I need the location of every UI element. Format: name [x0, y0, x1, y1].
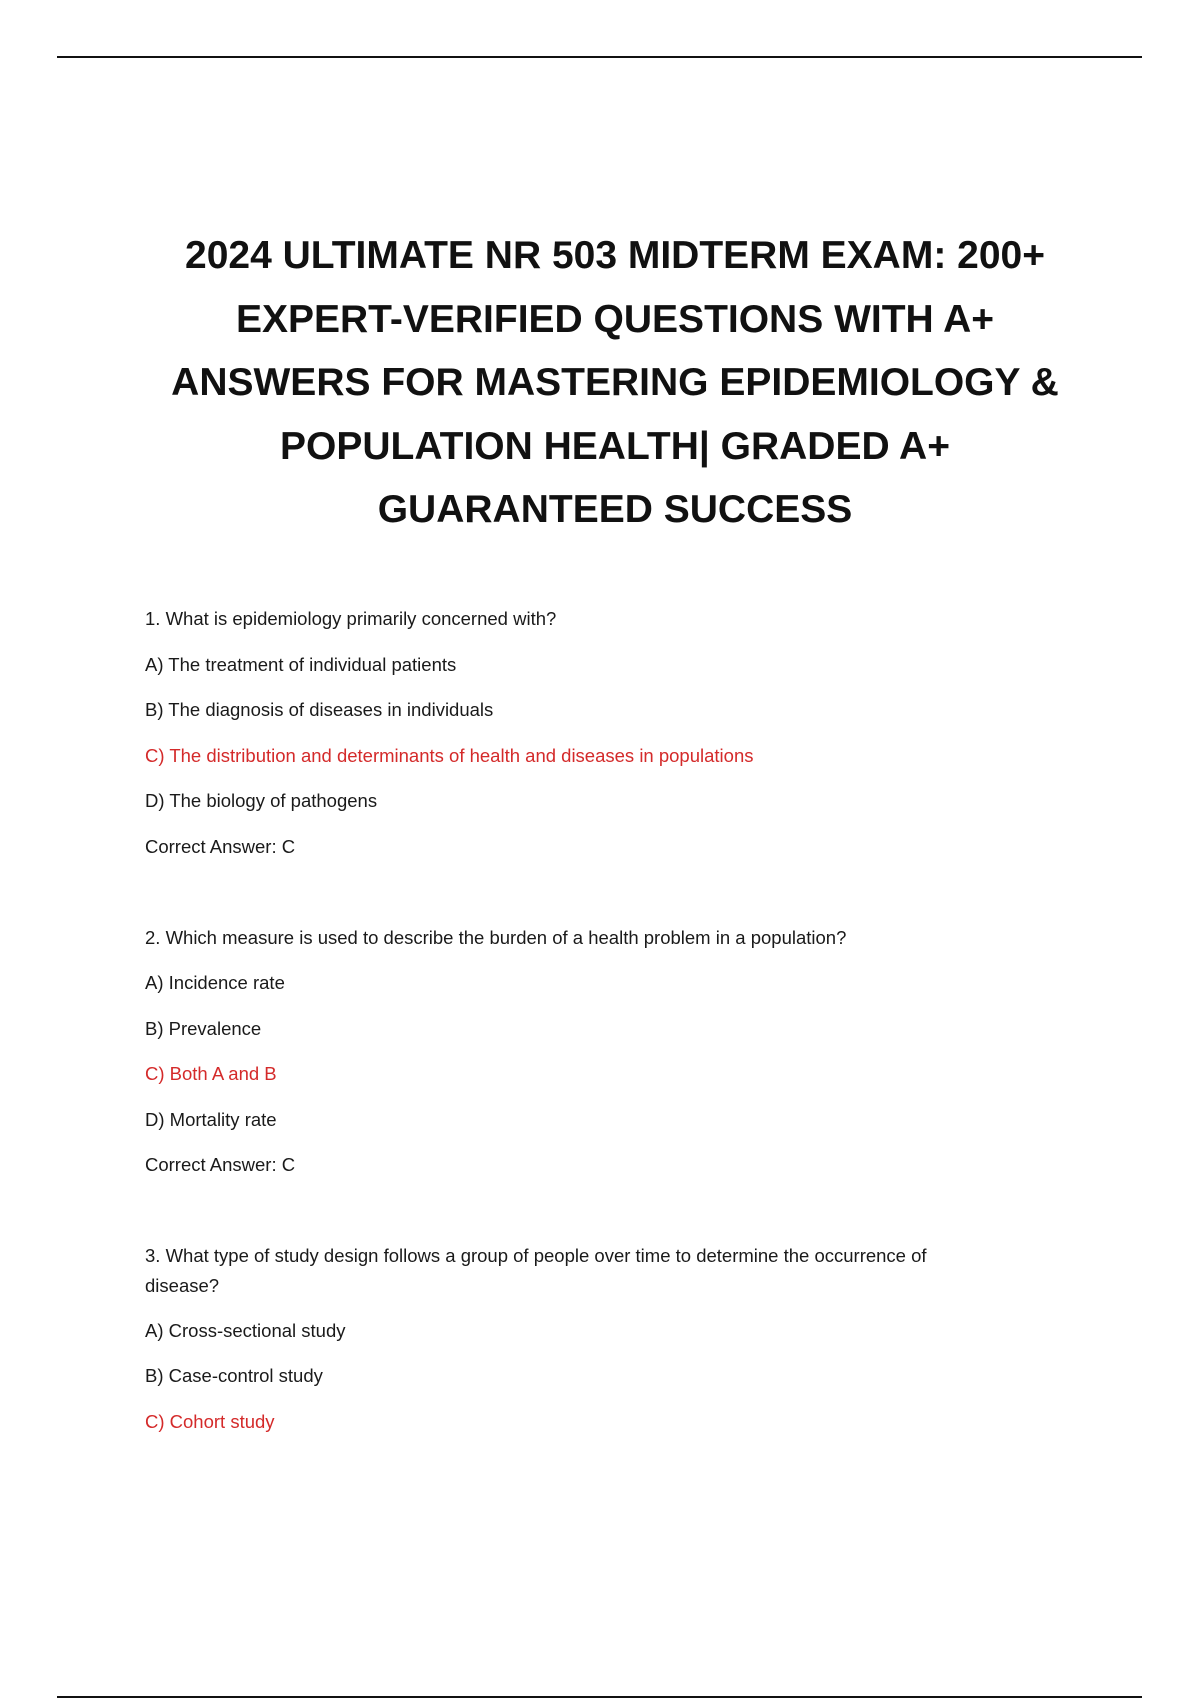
- question-3-option-c-correct: C) Cohort study: [145, 1411, 275, 1432]
- bottom-rule: [57, 1696, 1142, 1698]
- question-3-prompt-line: 3. What type of study design follows a group of people over time to determine the occurrence of: [145, 1245, 927, 1266]
- question-3-option-b: B) Case-control study: [145, 1365, 323, 1386]
- question-2-option-b: B) Prevalence: [145, 1018, 262, 1039]
- question-1-correct-answer: Correct Answer: C: [145, 836, 296, 857]
- question-3-prompt: [145, 1241, 1045, 1301]
- top-rule: [57, 56, 1142, 58]
- title-line: GUARANTEED SUCCESS: [377, 488, 853, 531]
- question-2-correct-answer: Correct Answer: C: [145, 1154, 296, 1175]
- title-line: POPULATION HEALTH| GRADED A+: [280, 424, 950, 468]
- question-2-option-d: D) Mortality rate: [145, 1109, 277, 1130]
- document-title: [120, 224, 1110, 542]
- title-line: ANSWERS FOR MASTERING EPIDEMIOLOGY &: [171, 361, 1059, 404]
- question-2-prompt: 2. Which measure is used to describe the burden of a health problem in a population?: [145, 927, 847, 948]
- question-1-option-b: B) The diagnosis of diseases in individuals: [145, 699, 494, 720]
- question-1-option-a: A) The treatment of individual patients: [145, 654, 457, 675]
- question-2-option-c-correct: C) Both A and B: [145, 1063, 277, 1084]
- question-3-option-a: A) Cross-sectional study: [145, 1320, 346, 1341]
- question-1-prompt: 1. What is epidemiology primarily concerned with?: [145, 608, 557, 629]
- title-line: EXPERT-VERIFIED QUESTIONS WITH A+: [235, 297, 995, 341]
- title-line: 2024 ULTIMATE NR 503 MIDTERM EXAM: 200+: [185, 234, 1045, 277]
- question-1-option-c-correct: C) The distribution and determinants of health and diseases in populations: [145, 745, 754, 766]
- question-2-option-a: A) Incidence rate: [145, 972, 285, 993]
- question-1-option-d: D) The biology of pathogens: [145, 790, 378, 811]
- question-3-prompt-line: disease?: [145, 1275, 220, 1296]
